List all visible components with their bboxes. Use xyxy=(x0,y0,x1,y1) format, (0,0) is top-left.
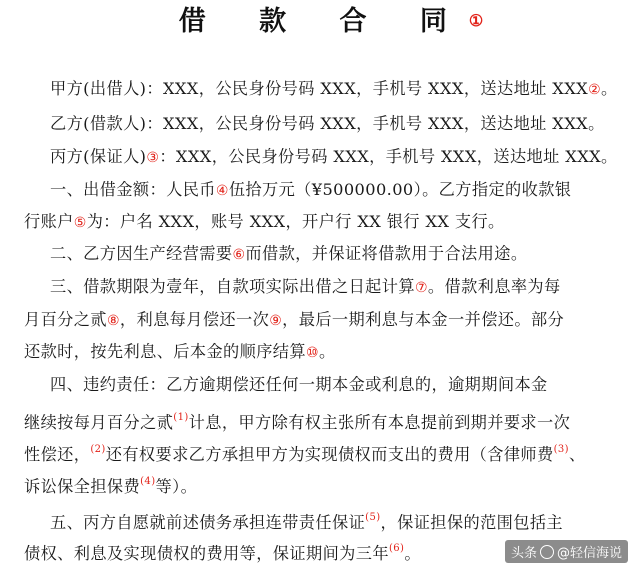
line-text: 。 xyxy=(601,79,618,98)
note-marker: ⑦ xyxy=(414,280,428,296)
clause-4-line-3 xyxy=(24,437,624,468)
line-text: 乙方(借款人)：XXX，公民身份号码 XXX，手机号 XXX，送达地址 XXX。 xyxy=(50,114,605,133)
line-text: 、 xyxy=(568,445,586,464)
note-marker: ④ xyxy=(215,183,229,199)
note-marker: ⑥ xyxy=(232,247,246,263)
line-text: 甲方(出借人)：XXX，公民身份号码 XXX，手机号 XXX，送达地址 XXX xyxy=(50,79,589,98)
footnote-marker: (1) xyxy=(173,412,189,423)
party-c-line xyxy=(24,144,640,171)
line-text: 丙方(保证人) xyxy=(50,147,147,166)
watermark-logo-icon xyxy=(540,545,554,559)
line-text: ，最后一期利息与本金一并偿还。部分 xyxy=(282,310,565,329)
line-text: 三、借款期限为壹年，自款项实际出借之日起计算 xyxy=(50,277,415,296)
line-text: 还款时，按先利息、后本金的顺序结算 xyxy=(24,342,306,361)
note-marker: ⑧ xyxy=(106,313,120,329)
line-text: 二、乙方因生产经营需要 xyxy=(50,244,233,263)
party-b-line xyxy=(24,111,640,137)
footnote-marker: (4) xyxy=(140,476,156,487)
footnote-marker: (2) xyxy=(90,444,106,455)
clause-3-line-1 xyxy=(24,274,640,301)
note-marker: ⑩ xyxy=(306,345,319,361)
line-text: ，保证担保的范围包括主 xyxy=(380,513,564,532)
clause-4-line-1 xyxy=(24,372,640,398)
clause-4-line-2 xyxy=(24,405,624,436)
footnote-marker: (5) xyxy=(365,512,381,523)
line-text: 一、出借金额：人民币 xyxy=(50,180,216,199)
line-text: 月百分之贰 xyxy=(24,310,107,329)
watermark-text: @轻信海说 xyxy=(556,546,622,561)
line-text: 四、违约责任：乙方逾期偿还任何一期本金或利息的，逾期期间本金 xyxy=(50,375,548,394)
line-text: 诉讼保全担保费 xyxy=(24,477,141,496)
note-marker: ② xyxy=(588,82,602,98)
line-text: 计息，甲方除有权主张所有本息提前到期并要求一次 xyxy=(188,413,571,432)
title-marker: ① xyxy=(468,11,484,30)
clause-2-line xyxy=(24,241,640,268)
line-text: 而借款，并保证将借款用于合法用途。 xyxy=(245,244,528,263)
footnote-marker: (3) xyxy=(553,444,569,455)
line-text: ，利息每月偿还一次 xyxy=(119,310,270,329)
line-text: 。 xyxy=(318,342,336,361)
line-text: 债权、利息及实现债权的费用等，保证期间为三年 xyxy=(24,544,389,563)
note-marker: ⑨ xyxy=(269,313,283,329)
line-text: 还有权要求乙方承担甲方为实现债权而支出的费用（含律师费 xyxy=(105,445,554,464)
note-marker: ③ xyxy=(146,150,160,166)
note-marker: ⑤ xyxy=(73,215,87,231)
clause-4-line-4 xyxy=(24,469,624,500)
line-text: 伍拾万元（¥500000.00）。乙方指定的收款银 xyxy=(228,180,572,199)
clause-1-line-2 xyxy=(24,209,624,236)
clause-1-line-1 xyxy=(24,177,640,204)
title-text: 借 款 合 同 xyxy=(178,6,469,37)
watermark-prefix: 头条 xyxy=(510,546,537,561)
line-text: 等）。 xyxy=(155,477,198,496)
clause-5-line-1 xyxy=(24,505,640,536)
line-text: 五、丙方自愿就前述债务承担连带责任保证 xyxy=(50,513,366,532)
line-text: 继续按每月百分之贰 xyxy=(24,413,174,432)
clause-3-line-3 xyxy=(24,339,624,366)
line-text: 。 xyxy=(404,544,421,563)
line-text: 。借款利息率为每 xyxy=(427,277,561,296)
page-title xyxy=(0,4,640,39)
line-text: 性偿还， xyxy=(24,445,91,464)
footnote-marker: (6) xyxy=(388,543,405,554)
party-a-line xyxy=(24,76,640,103)
line-text: 行账户 xyxy=(24,212,74,231)
watermark xyxy=(505,540,628,563)
line-text: 为：户名 XXX，账号 XXX，开户行 XX 银行 XX 支行。 xyxy=(86,212,505,231)
line-text: ：XXX，公民身份号码 XXX，手机号 XXX，送达地址 XXX。 xyxy=(159,147,618,166)
clause-3-line-2 xyxy=(24,307,624,334)
